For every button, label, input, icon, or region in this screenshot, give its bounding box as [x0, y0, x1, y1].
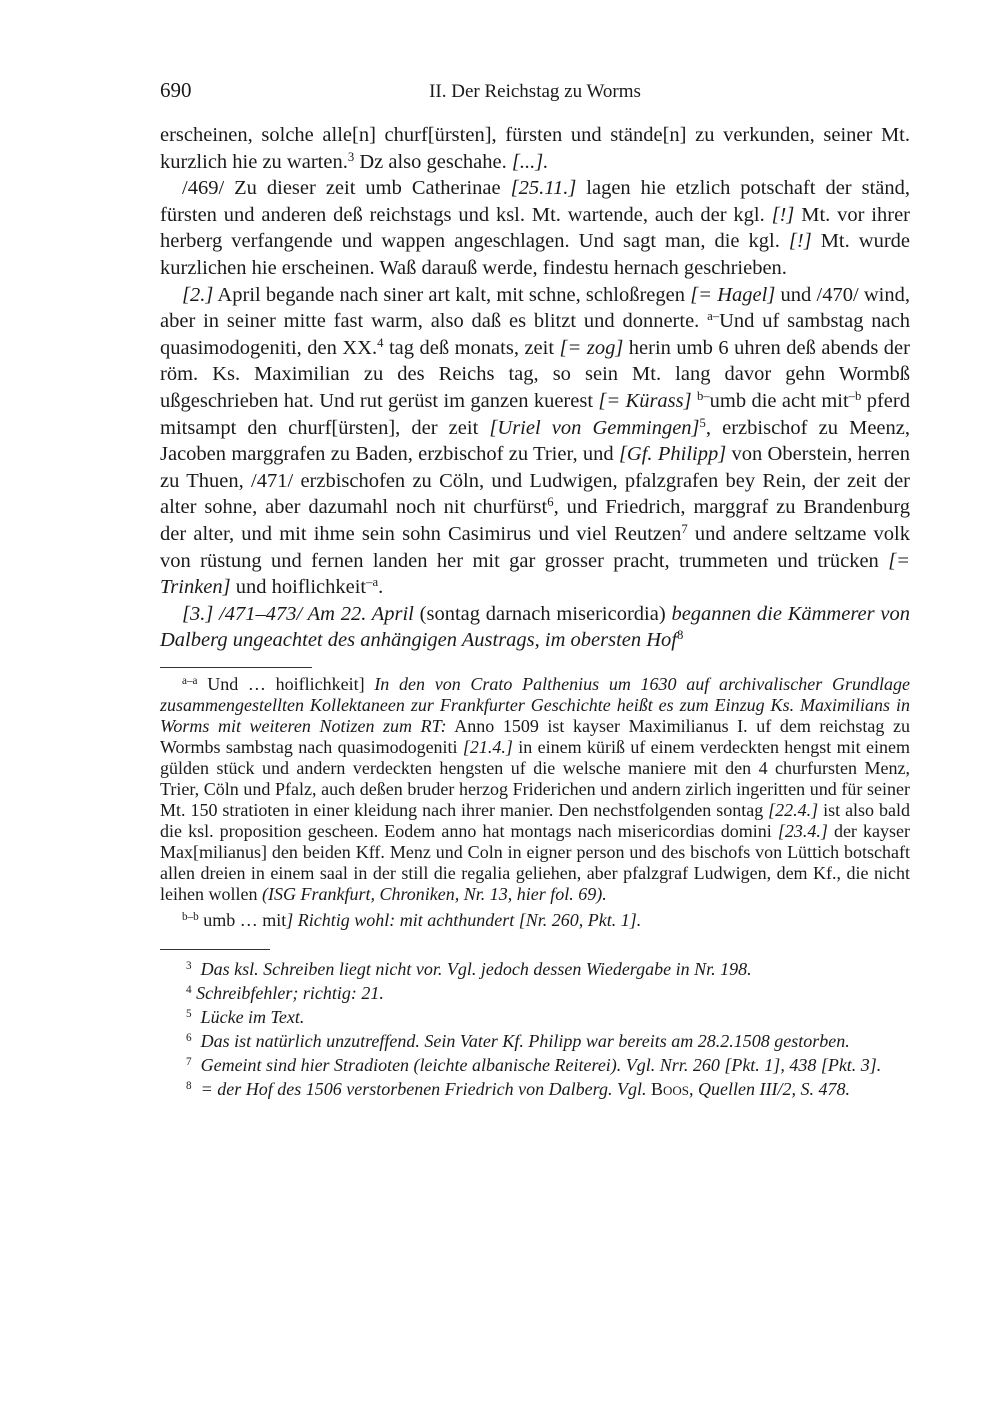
footnote-7: $^7$ Gemeint sind hier Stradioten (leichte albanische Reiterei). Vgl. Nrr. 260 [Pkt. 1], 438 [Pkt. 3]. — [186, 1054, 882, 1075]
variant-ref-b-start[interactable]: b– — [696, 388, 710, 403]
critical-apparatus — [160, 674, 910, 931]
main-text — [160, 122, 910, 654]
footnote-ref-5[interactable]: 5 — [699, 415, 706, 430]
footnote-3: $^3$ Das ksl. Schreiben liegt nicht vor. Vgl. jedoch dessen Wiedergabe in Nr. 198. — [186, 958, 752, 979]
critical-note-b: $^{b-b}$ umb … mit] Richtig wohl: mit achthundert [Nr. 260, Pkt. 1]. — [182, 909, 642, 930]
document-page — [160, 78, 910, 1103]
paragraph-2: /469/ Zu dieser zeit umb Catherinae [25.11.] lagen hie etzlich potschaft der ständ, fürsten und anderen deß reichstags und ksl. Mt. wartende, auch der kgl. [!] Mt. vor ihrer herberg verfangende und wappen angeschlagen. Und sagt man, die kgl. [!] Mt. wurde kurzlichen hie erscheinen. Waß darauß werde, findestu hernach geschrieben. — [160, 177, 911, 279]
paragraph-3: [2.] April begande nach siner art kalt, mit schne, schloßregen [= Hagel] und /470/ wind, aber in seiner mitte fast warm, also daß es blitzt und donnerte. $^{a-}$Und uf sambstag nach quasimodogeniti, den XX.$^4$ tag deß monats, zeit [= zog] herin umb 6 uhren deß abends der röm. Ks. Maximilian zu des Reichs tag, so sein Mt. lang davor gehn Wormbß ußgeschrieben hat. Und rut gerüst im ganzen kuerest [= Kürass] $^{b-}$umb die acht mit$^{-b}$ pferd mitsampt den churf[ürsten], der zeit [Uriel von Gemmingen]$^5$, erzbischof zu Meenz, Jacoben marggrafen zu Baden, erzbischof zu Trier, und [Gf. Philipp] von Oberstein, herren zu Thuen, /471/ erzbischofen zu Cöln, und Ludwigen, pfalzgrafen bey Rein, der zeit der alter sohne, aber dazumahl noch nit churfürst$^6$, und Friedrich, marggraf zu Brandenburg der alter, und mit ihme sein sohn Casimirus und viel Reutzen$^7$ und andere seltzame volk von rüstung und fernen landen her mit gar grosser pracht, trummeten und trücken [= Trinken] und hoiflichkeit$^{-a}$. — [160, 283, 910, 599]
paragraph-1: erscheinen, solche alle[n] churf[ürsten], fürsten und stände[n] zu verkunden, seiner Mt. kurzlich hie zu warten.$^3$ Dz also geschahe. [...]. — [160, 124, 910, 173]
critical-note-a: $^{a-a}$ Und … hoiflichkeit] In den von Crato Palthenius um 1630 auf archivalischer Grundlage zusammengestellten Kollektaneen zur Frankfurter Geschichte heißt es zum Einzug Ks. Maximilians in Worms mit weiteren Notizen zum RT: Anno 1509 ist kayser Maximilianus I. uf dem reichstag zu Wormbs sambstag nach quasimodogeniti [21.4.] in einem küriß uf einem verdeckten hengst mit einem gülden stück und andern verdeckten hengsten uf die welsche maniere mit den 4 churfursten Menz, Trier, Cöln und Pfalz, auch deßen bruder herzog Friderichen und andern zirlich ingeritten und für seiner Mt. 150 stratioten in einer kleidung nach ihrer manier. Den nechstfolgenden sontag [22.4.] ist also bald die ksl. proposition gescheen. Eodem anno hat montags nach misericordias domini [23.4.] der kayser Max[milianus] den beiden Kff. Menz und Coln in eigner person und des bischofs von Lüttich botschaft allen dreien in einem saal in der still die regalia geliehen, aber pfalzgraf Ludwigen, dem Kf., die nicht leihen wollen (ISG Frankfurt, Chroniken, Nr. 13, hier fol. 69). — [160, 673, 910, 904]
footnote-8: $^8$ = der Hof des 1506 verstorbenen Friedrich von Dalberg. Vgl. Boos, Quellen III/2, S. 478. — [186, 1078, 850, 1099]
variant-ref-b-end[interactable]: –b — [848, 388, 862, 403]
footnote-ref-8[interactable]: 8 — [677, 628, 684, 643]
page-number: 690 — [160, 78, 192, 102]
footnote-ref-4[interactable]: 4 — [377, 335, 384, 350]
variant-ref-a-end[interactable]: –a — [366, 575, 379, 590]
footnote-5: $^5$ Lücke im Text. — [186, 1006, 305, 1027]
footnote-4: $^4$ Schreibfehler; richtig: 21. — [186, 982, 384, 1003]
critical-notes-divider — [160, 667, 312, 668]
footnote-ref-6[interactable]: 6 — [547, 495, 554, 510]
variant-ref-a-start[interactable]: a– — [707, 309, 720, 324]
footnote-ref-7[interactable]: 7 — [681, 521, 688, 536]
footnote-6: $^6$ Das ist natürlich unzutreffend. Sein Vater Kf. Philipp war bereits am 28.2.1508 gestorben. — [186, 1030, 850, 1051]
paragraph-4: [3.] /471–473/ Am 22. April (sontag darnach misericordia) begannen die Kämmerer von Dalberg ungeachtet des anhängigen Austrags, im obersten Hof$^8$ — [160, 602, 910, 652]
page-header — [160, 78, 910, 108]
footnote-ref-3[interactable]: 3 — [347, 149, 355, 164]
footnotes-divider — [160, 949, 270, 950]
footnotes — [160, 959, 910, 1100]
running-title: II. Der Reichstag zu Worms — [429, 81, 641, 102]
